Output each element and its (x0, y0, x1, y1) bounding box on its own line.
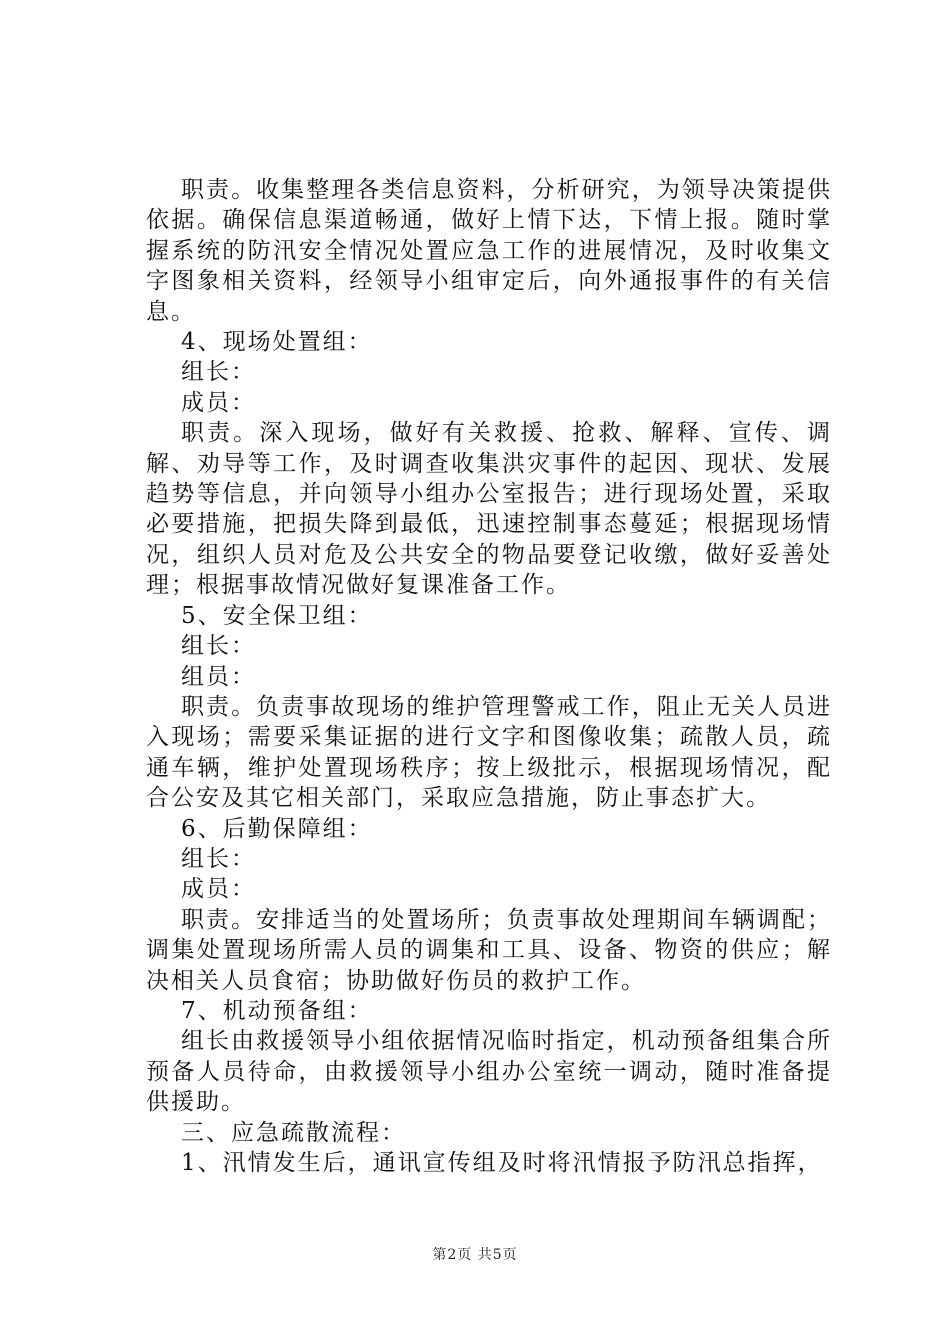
heading-logistics-team: 6、后勤保障组： (181, 815, 373, 842)
document-body (146, 175, 832, 1178)
onsite-team-leader: 组长： (181, 359, 256, 386)
heading-reserve-team: 7、机动预备组： (181, 997, 373, 1024)
security-team-members: 组员： (181, 663, 256, 690)
logistics-team-members: 成员： (181, 876, 256, 903)
heading-onsite-team: 4、现场处置组： (181, 329, 373, 356)
paragraph-duty-info: 职责。收集整理各类信息资料，分析研究，为领导决策提供依据。确保信息渠道畅通，做好上情下达，下情上报。随时掌握系统的防汛安全情况处置应急工作的进展情况，及时收集文字图象相关资料，经领导小组审定后，向外通报事件的有关信息。 (146, 177, 832, 325)
security-team-leader: 组长： (181, 633, 256, 660)
paragraph-evacuation-step-1: 1、汛情发生后，通讯宣传组及时将汛情报予防汛总指挥， (181, 1150, 823, 1176)
paragraph-duty-onsite: 职责。深入现场，做好有关救援、抢救、解释、宣传、调解、劝导等工作，及时调查收集洪灾事件的起因、现状、发展趋势等信息，并向领导小组办公室报告；进行现场处置，采取必要措施，把损失降到最低，迅速控制事态蔓延；根据现场情况，组织人员对危及公共安全的物品要登记收缴，做好妥善处理；根据事故情况做好复课准备工作。 (146, 420, 832, 599)
page-number-footer: 第2页 共5页 (432, 1247, 518, 1263)
heading-security-team: 5、安全保卫组： (181, 602, 373, 629)
paragraph-reserve-team: 组长由救援领导小组依据情况临时指定，机动预备组集合所预备人员待命，由救援领导小组办公室统一调动，随时准备提供援助。 (146, 1028, 832, 1116)
paragraph-duty-security: 职责。负责事故现场的维护管理警戒工作，阻止无关人员进入现场；需要采集证据的进行文字和图像收集；疏散人员，疏通车辆，维护处置现场秩序；按上级批示，根据现场情况，配合公安及其它相关部门，采取应急措施，防止事态扩大。 (146, 693, 832, 812)
onsite-team-members: 成员： (181, 389, 256, 416)
heading-evacuation-process: 三、应急疏散流程： (181, 1119, 406, 1146)
logistics-team-leader: 组长： (181, 845, 256, 872)
paragraph-duty-logistics: 职责。安排适当的处置场所；负责事故处理期间车辆调配；调集处置现场所需人员的调集和工具、设备、物资的供应；解决相关人员食宿；协助做好伤员的救护工作。 (146, 906, 832, 994)
